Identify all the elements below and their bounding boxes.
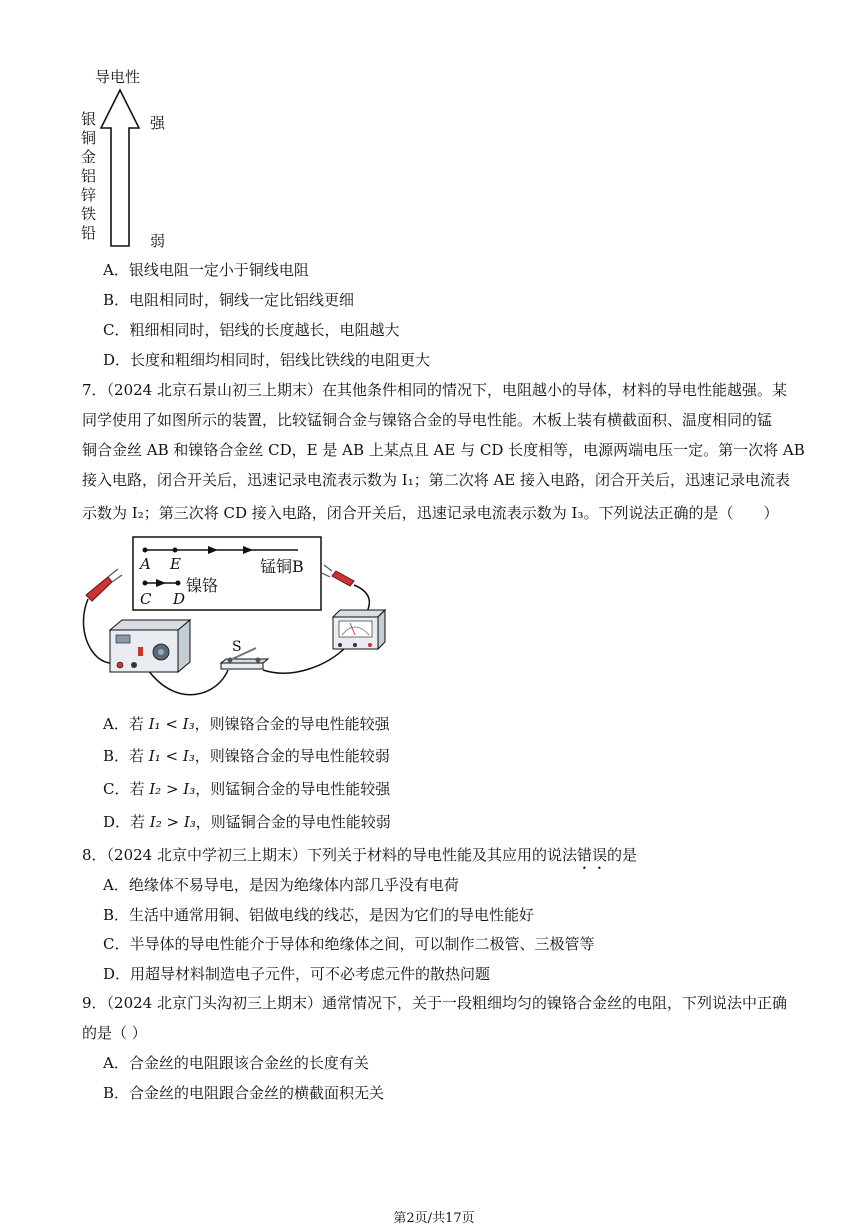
option-condition: I₂ > I₃ [149,813,196,831]
q7-option-d [103,812,391,832]
q6-option-b: B．电阻相同时，铜线一定比铝线更细 [103,291,355,309]
q7-option-b [103,746,390,766]
q8-option-d: D．用超导材料制造电子元件，可不必考虑元件的散热问题 [103,965,491,983]
q8-option-c: C．半导体的导电性能介于导体和绝缘体之间，可以制作二极管、三极管等 [103,935,595,953]
up-arrow-icon [98,88,142,248]
point-a-label: A [140,555,151,573]
q7-stem-line5: 示数为 I₂；第三次将 CD 接入电路，闭合开关后，迅速记录电流表示数为 I₃。下列说法正确的是（ ） [82,504,779,522]
metal-label: 银 [81,110,97,128]
option-text: ，则锰铜合金的导电性能较强 [195,780,391,798]
q8-option-b: B．生活中通常用铜、铝做电线的线芯，是因为它们的导电性能好 [103,906,535,924]
q7-option-c [103,779,390,799]
point-c-label: C [140,590,152,608]
metal-label: 铁 [81,205,97,223]
option-condition: I₁ < I₃ [148,715,195,733]
q6-option-a: A．银线电阻一定小于铜线电阻 [103,261,309,279]
strong-label: 强 [150,114,166,132]
switch-s-label: S [232,639,242,655]
option-prefix: B．若 [103,747,149,765]
point-e-label: E [170,555,181,573]
q8-option-a: A．绝缘体不易导电，是因为绝缘体内部几乎没有电荷 [103,876,459,894]
metal-label: 铅 [81,224,97,242]
q8-stem-emphasis: 错误 [577,846,608,864]
circuit-diagram [78,535,398,705]
metal-label: 铜 [81,129,97,147]
q7-stem-line1: 7．（2024 北京石景山初三上期末）在其他条件相同的情况下，电阻越小的导体，材料的导电性能越强。某 [82,381,787,399]
q9-option-a: A．合金丝的电阻跟该合金丝的长度有关 [103,1054,369,1072]
option-text: ，则镍铬合金的导电性能较强 [194,715,390,733]
option-prefix: D．若 [103,813,150,831]
q8-stem-before: 8．（2024 北京中学初三上期末）下列关于材料的导电性能及其应用的说法 [82,846,577,864]
page-number: 第2页/共17页 [393,1211,475,1226]
point-d-label: D [173,590,186,608]
option-text: ，则镍铬合金的导电性能较弱 [194,747,390,765]
option-prefix: A．若 [103,715,149,733]
q9-stem-line1: 9．（2024 北京门头沟初三上期末）通常情况下，关于一段粗细均匀的镍铬合金丝的电阻，下列说法中正确 [82,994,787,1012]
metal-label: 铝 [81,167,97,185]
q7-option-a [103,714,390,734]
q9-option-b: B．合金丝的电阻跟合金丝的横截面积无关 [103,1084,385,1102]
option-text: ，则锰铜合金的导电性能较弱 [195,813,391,831]
metal-label: 锌 [81,186,97,204]
manganin-b-label: 锰铜B [260,557,304,576]
q6-option-d: D．长度和粗细均相同时，铝线比铁线的电阻更大 [103,351,431,369]
option-condition: I₂ > I₃ [149,780,196,798]
q7-stem-line4: 接入电路，闭合开关后，迅速记录电流表示数为 I₁；第二次将 AE 接入电路，闭合开关后，迅速记录电流表 [82,471,791,489]
q8-stem-after: 的是 [607,846,638,864]
nichrome-label: 镍铬 [186,576,219,595]
q7-stem-line3: 铜合金丝 AB 和镍铬合金丝 CD，E 是 AB 上某点且 AE 与 CD 长度相等，电源两端电压一定。第一次将 AB [82,441,805,459]
circuit-figure [78,535,398,705]
q8-stem [82,845,637,873]
conductivity-title: 导电性 [95,68,141,86]
metal-label: 金 [81,148,97,166]
weak-label: 弱 [150,232,166,250]
q7-stem-line2: 同学使用了如图所示的装置，比较锰铜合金与镍铬合金的导电性能。木板上装有横截面积、温度相同的锰 [82,411,773,429]
option-condition: I₁ < I₃ [148,747,195,765]
option-prefix: C．若 [103,780,150,798]
q9-stem-line2: 的是（ ） [82,1024,147,1042]
q6-option-c: C．粗细相同时，铝线的长度越长，电阻越大 [103,321,400,339]
